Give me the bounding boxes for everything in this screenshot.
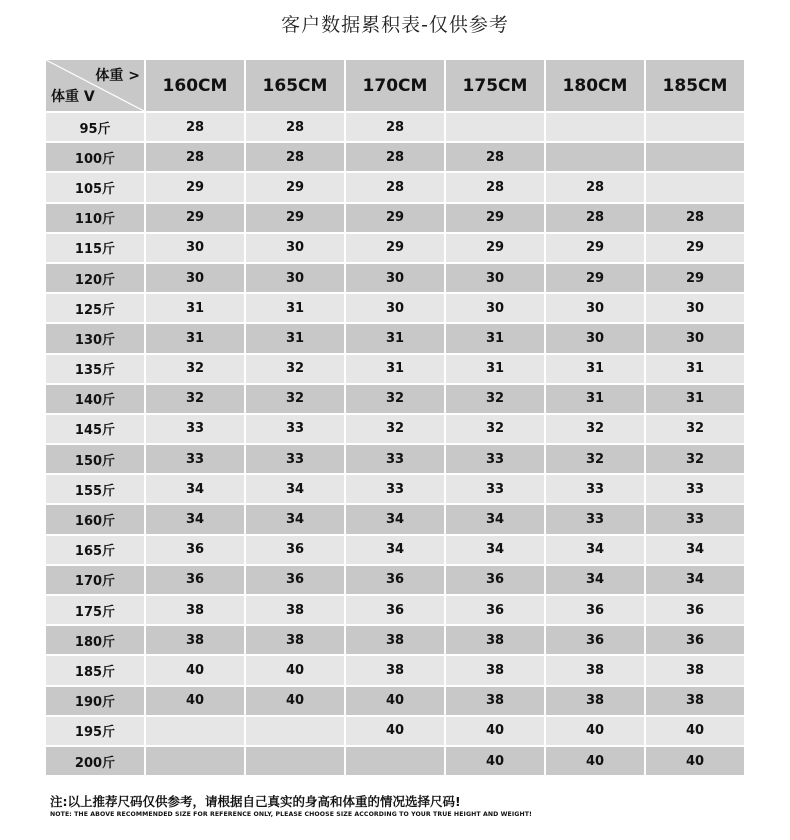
size-cell: 33 <box>146 445 244 473</box>
size-cell: 34 <box>146 505 244 533</box>
size-cell: 30 <box>546 324 644 352</box>
size-cell: 36 <box>646 626 744 654</box>
size-cell: 29 <box>446 204 544 232</box>
size-cell: 28 <box>346 113 444 141</box>
size-cell: 32 <box>546 445 644 473</box>
size-cell: 40 <box>146 687 244 715</box>
row-weight-label: 155斤 <box>46 475 144 503</box>
size-cell: 29 <box>146 204 244 232</box>
row-weight-label: 145斤 <box>46 415 144 443</box>
size-cell: 31 <box>146 294 244 322</box>
table-row <box>46 566 744 594</box>
table-body <box>46 113 744 775</box>
size-cell: 34 <box>246 475 344 503</box>
size-cell: 30 <box>146 234 244 262</box>
size-cell: 32 <box>546 415 644 443</box>
size-cell: 33 <box>446 475 544 503</box>
corner-weight-label: 体重 V <box>51 89 95 105</box>
footnote-en: NOTE: THE ABOVE RECOMMENDED SIZE FOR REFERENCE ONLY, PLEASE CHOOSE SIZE ACCORDING TO YOUR TRUE HEIGHT AND WEIGHT! <box>50 811 532 818</box>
size-cell: 31 <box>646 385 744 413</box>
size-cell: 28 <box>146 143 244 171</box>
column-header-165: 165CM <box>246 60 344 111</box>
size-cell: 33 <box>346 475 444 503</box>
size-cell: 34 <box>246 505 344 533</box>
size-cell: 40 <box>546 747 644 775</box>
footnote-cn: 注:以上推荐尺码仅供参考，请根据自己真实的身高和体重的情况选择尺码! <box>50 794 461 809</box>
size-cell: 38 <box>646 687 744 715</box>
size-cell: 34 <box>146 475 244 503</box>
table-row <box>46 505 744 533</box>
table-row <box>46 687 744 715</box>
size-cell: 36 <box>646 596 744 624</box>
table-row <box>46 717 744 745</box>
row-weight-label: 190斤 <box>46 687 144 715</box>
size-cell <box>646 173 744 201</box>
size-cell: 29 <box>346 204 444 232</box>
row-weight-label: 105斤 <box>46 173 144 201</box>
size-cell <box>446 113 544 141</box>
column-header-180: 180CM <box>546 60 644 111</box>
size-cell: 34 <box>346 505 444 533</box>
row-weight-label: 175斤 <box>46 596 144 624</box>
size-cell: 40 <box>346 717 444 745</box>
table-row <box>46 113 744 141</box>
size-cell: 30 <box>546 294 644 322</box>
size-cell: 31 <box>146 324 244 352</box>
size-cell: 28 <box>246 143 344 171</box>
size-cell: 32 <box>146 385 244 413</box>
size-cell: 29 <box>546 234 644 262</box>
size-cell: 33 <box>546 505 644 533</box>
size-cell: 33 <box>146 415 244 443</box>
size-chart-table <box>44 58 746 777</box>
row-weight-label: 160斤 <box>46 505 144 533</box>
row-weight-label: 165斤 <box>46 536 144 564</box>
size-cell: 30 <box>646 294 744 322</box>
size-cell: 40 <box>246 687 344 715</box>
size-cell: 29 <box>346 234 444 262</box>
size-cell <box>546 143 644 171</box>
size-cell: 36 <box>546 626 644 654</box>
size-cell: 31 <box>546 385 644 413</box>
size-cell <box>646 113 744 141</box>
size-cell: 36 <box>246 566 344 594</box>
size-cell: 32 <box>246 355 344 383</box>
size-cell: 34 <box>446 505 544 533</box>
size-cell: 36 <box>246 536 344 564</box>
table-row <box>46 536 744 564</box>
size-cell: 30 <box>446 264 544 292</box>
size-cell <box>346 747 444 775</box>
size-cell: 38 <box>446 626 544 654</box>
size-cell: 38 <box>546 656 644 684</box>
table-row <box>46 415 744 443</box>
size-cell: 29 <box>246 173 344 201</box>
size-cell: 29 <box>646 264 744 292</box>
size-cell: 28 <box>546 204 644 232</box>
size-cell: 34 <box>546 536 644 564</box>
size-cell: 31 <box>246 324 344 352</box>
row-weight-label: 125斤 <box>46 294 144 322</box>
size-cell: 40 <box>446 717 544 745</box>
size-cell: 29 <box>546 264 644 292</box>
size-cell: 32 <box>146 355 244 383</box>
row-weight-label: 100斤 <box>46 143 144 171</box>
size-cell: 32 <box>646 445 744 473</box>
row-weight-label: 140斤 <box>46 385 144 413</box>
size-cell: 29 <box>446 234 544 262</box>
column-header-185: 185CM <box>646 60 744 111</box>
table-row <box>46 385 744 413</box>
size-cell: 34 <box>546 566 644 594</box>
size-cell: 36 <box>146 566 244 594</box>
row-weight-label: 130斤 <box>46 324 144 352</box>
size-cell: 40 <box>546 717 644 745</box>
size-cell: 40 <box>346 687 444 715</box>
size-cell: 40 <box>146 656 244 684</box>
row-weight-label: 120斤 <box>46 264 144 292</box>
size-cell: 28 <box>146 113 244 141</box>
table-row <box>46 747 744 775</box>
size-cell <box>646 143 744 171</box>
size-cell: 38 <box>146 626 244 654</box>
row-weight-label: 170斤 <box>46 566 144 594</box>
size-cell: 31 <box>446 355 544 383</box>
size-cell: 36 <box>446 596 544 624</box>
size-cell: 30 <box>646 324 744 352</box>
size-cell: 33 <box>246 445 344 473</box>
table-row <box>46 445 744 473</box>
row-weight-label: 135斤 <box>46 355 144 383</box>
size-cell: 33 <box>246 415 344 443</box>
size-cell: 34 <box>646 566 744 594</box>
size-cell: 28 <box>446 143 544 171</box>
size-cell: 36 <box>446 566 544 594</box>
size-cell: 32 <box>346 385 444 413</box>
corner-height-label: 体重 > <box>95 68 140 84</box>
size-cell: 33 <box>646 475 744 503</box>
table-row <box>46 656 744 684</box>
table-row <box>46 475 744 503</box>
row-weight-label: 195斤 <box>46 717 144 745</box>
size-cell <box>246 747 344 775</box>
row-weight-label: 95斤 <box>46 113 144 141</box>
table-corner-cell <box>46 60 144 111</box>
size-cell: 38 <box>146 596 244 624</box>
table-row <box>46 626 744 654</box>
size-cell: 38 <box>246 626 344 654</box>
size-cell: 34 <box>446 536 544 564</box>
size-cell: 33 <box>546 475 644 503</box>
size-cell: 28 <box>246 113 344 141</box>
table-row <box>46 355 744 383</box>
size-cell: 31 <box>346 324 444 352</box>
size-cell: 36 <box>146 536 244 564</box>
size-cell: 28 <box>346 173 444 201</box>
size-cell: 29 <box>246 204 344 232</box>
size-cell: 29 <box>146 173 244 201</box>
table-row <box>46 143 744 171</box>
page-title: 客户数据累积表-仅供参考 <box>281 14 509 36</box>
size-cell: 36 <box>546 596 644 624</box>
row-weight-label: 200斤 <box>46 747 144 775</box>
size-cell: 33 <box>346 445 444 473</box>
size-cell: 30 <box>346 264 444 292</box>
size-cell: 38 <box>446 656 544 684</box>
table-row <box>46 324 744 352</box>
size-cell: 32 <box>346 415 444 443</box>
size-cell <box>146 717 244 745</box>
table-row <box>46 264 744 292</box>
size-cell: 40 <box>646 747 744 775</box>
size-cell: 30 <box>446 294 544 322</box>
size-cell: 28 <box>346 143 444 171</box>
table-row <box>46 234 744 262</box>
size-cell: 38 <box>646 656 744 684</box>
row-weight-label: 180斤 <box>46 626 144 654</box>
size-cell: 34 <box>346 536 444 564</box>
size-cell: 38 <box>346 656 444 684</box>
size-cell: 40 <box>246 656 344 684</box>
table-row <box>46 204 744 232</box>
table-row <box>46 596 744 624</box>
column-header-160: 160CM <box>146 60 244 111</box>
size-cell: 29 <box>646 234 744 262</box>
table-header-row <box>46 60 744 111</box>
size-cell: 31 <box>546 355 644 383</box>
size-cell <box>146 747 244 775</box>
size-cell: 38 <box>246 596 344 624</box>
row-weight-label: 115斤 <box>46 234 144 262</box>
row-weight-label: 185斤 <box>46 656 144 684</box>
size-cell: 32 <box>446 385 544 413</box>
size-cell: 40 <box>446 747 544 775</box>
table-row <box>46 173 744 201</box>
size-cell: 32 <box>646 415 744 443</box>
size-cell: 30 <box>246 264 344 292</box>
size-cell: 33 <box>446 445 544 473</box>
table-row <box>46 294 744 322</box>
size-cell: 40 <box>646 717 744 745</box>
size-cell: 31 <box>446 324 544 352</box>
size-cell: 32 <box>246 385 344 413</box>
size-cell: 28 <box>446 173 544 201</box>
row-weight-label: 110斤 <box>46 204 144 232</box>
column-header-170: 170CM <box>346 60 444 111</box>
size-cell: 28 <box>646 204 744 232</box>
row-weight-label: 150斤 <box>46 445 144 473</box>
size-cell: 38 <box>446 687 544 715</box>
size-cell: 28 <box>546 173 644 201</box>
size-cell: 32 <box>446 415 544 443</box>
size-cell: 33 <box>646 505 744 533</box>
size-cell <box>546 113 644 141</box>
size-cell: 38 <box>546 687 644 715</box>
size-cell: 31 <box>246 294 344 322</box>
size-cell: 31 <box>646 355 744 383</box>
size-cell: 30 <box>246 234 344 262</box>
size-cell: 34 <box>646 536 744 564</box>
size-cell: 30 <box>346 294 444 322</box>
size-cell: 36 <box>346 566 444 594</box>
size-cell: 36 <box>346 596 444 624</box>
size-cell: 31 <box>346 355 444 383</box>
size-cell <box>246 717 344 745</box>
size-cell: 30 <box>146 264 244 292</box>
column-header-175: 175CM <box>446 60 544 111</box>
size-cell: 38 <box>346 626 444 654</box>
